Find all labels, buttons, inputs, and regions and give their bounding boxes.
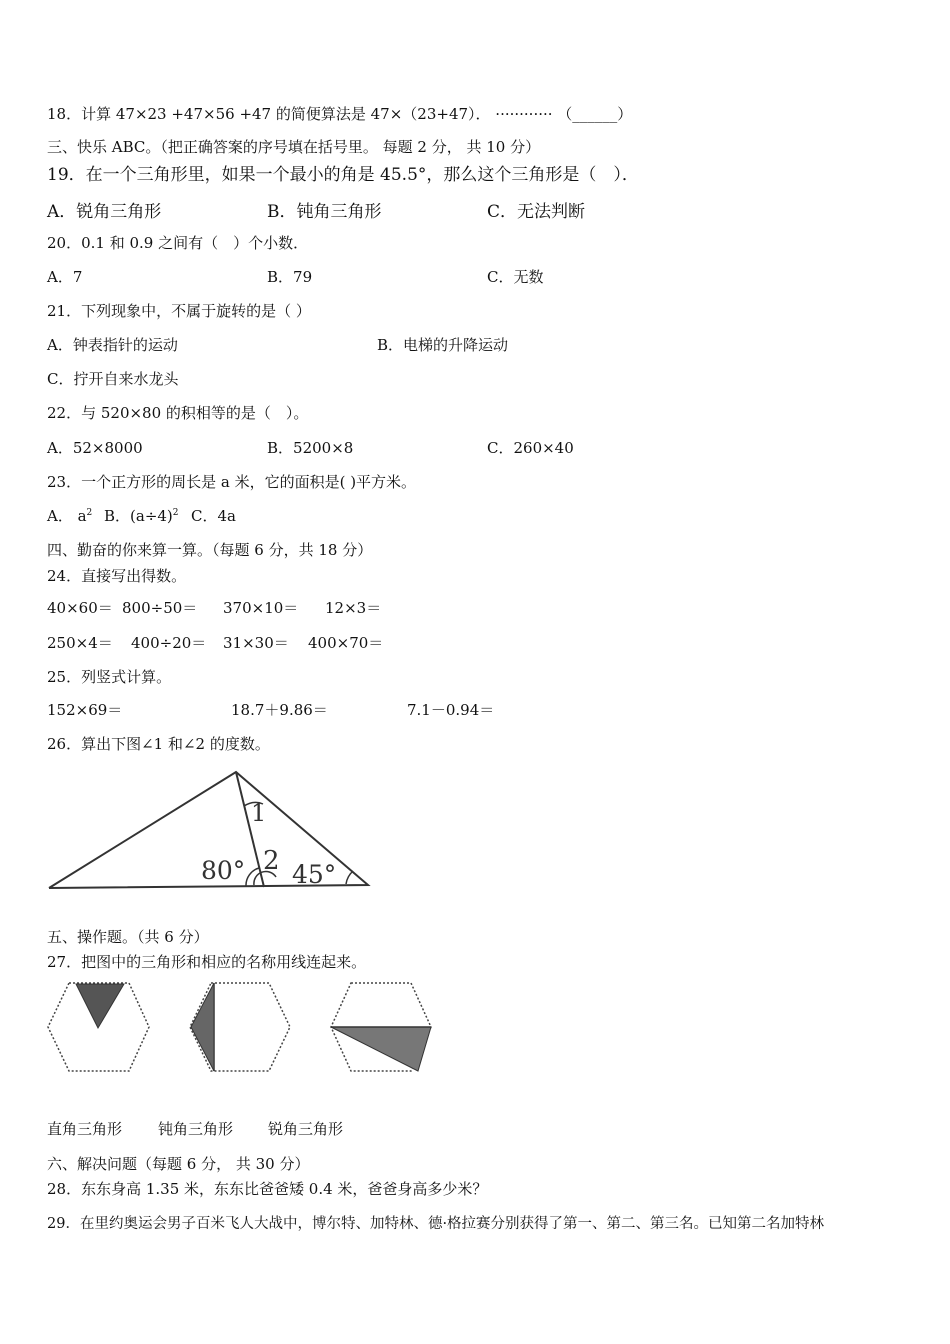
q20-option-a: A．7 [47,268,83,286]
section-6-title: 六、解决问题（每题 6 分， 共 30 分） [47,1155,310,1173]
q21-option-a: A．钟表指针的运动 [47,336,178,354]
q21-option-b: B．电梯的升降运动 [377,336,509,354]
angle-80-arc [246,868,259,886]
q24-item: 800÷50＝ [122,599,198,617]
q21-option-c: C．拧开自来水龙头 [47,370,179,388]
angle-1-label: 1 [251,799,267,827]
q23-option-a: A． $a^2$ [47,507,93,525]
angle-45-label: 45° [292,860,337,889]
q24-item: 250×4＝ [47,634,113,652]
question-20: 20．0.1 和 0.9 之间有（ ）个小数． [47,234,309,252]
angle-80-label: 80° [201,856,246,885]
name-right-triangle: 直角三角形 [47,1120,123,1138]
question-23: 23．一个正方形的周长是 a 米，它的面积是( )平方米。 [47,473,417,491]
q20-option-c: C．无数 [487,268,544,286]
q24-item: 40×60＝ [47,599,113,617]
q25-item: 7.1－0.94＝ [407,701,495,719]
section-4-title: 四、勤奋的你来算一算。（每题 6 分，共 18 分） [47,541,373,559]
section-3-title: 三、快乐 ABC。（把正确答案的序号填在括号里。 每题 2 分， 共 10 分） [47,138,541,156]
angle-45-arc [346,871,353,884]
question-21: 21．下列现象中，不属于旋转的是（ ） [47,302,311,320]
q23-option-c: C．4a [191,507,236,525]
q25-item: 18.7＋9.86＝ [231,701,328,719]
question-25: 25．列竖式计算。 [47,668,172,686]
question-29: 29．在里约奥运会男子百米飞人大战中，博尔特、加特林、德·格拉赛分别获得了第一、第二、第三名。已知第二名加特林 [47,1216,825,1232]
question-24: 24．直接写出得数。 [47,567,187,585]
angle-2-label: 2 [263,846,280,876]
section-5-title: 五、操作题。（共 6 分） [47,928,209,946]
question-19: 19．在一个三角形里，如果一个最小的角是 45.5°，那么这个三角形是（ ）． [47,165,639,185]
q19-option-a: A．锐角三角形 [47,202,162,222]
name-obtuse-triangle: 钝角三角形 [158,1120,234,1138]
name-acute-triangle: 锐角三角形 [268,1120,344,1138]
q22-option-b: B．5200×8 [267,439,354,457]
question-28: 28．东东身高 1.35 米，东东比爸爸矮 0.4 米，爸爸身高多少米？ [47,1180,488,1198]
q19-option-c: C．无法判断 [487,202,586,222]
triangle-angle-figure [40,760,380,895]
q22-option-a: A．52×8000 [47,439,143,457]
question-27: 27．把图中的三角形和相应的名称用线连起来。 [47,953,367,971]
triangle-shaded-2 [191,983,214,1071]
q25-item: 152×69＝ [47,701,123,719]
q24-item: 12×3＝ [325,599,382,617]
q19-option-b: B．钝角三角形 [267,202,382,222]
hexagon-figures [40,980,440,1075]
q20-option-b: B．79 [267,268,313,286]
q24-item: 400×70＝ [308,634,384,652]
question-26: 26．算出下图∠1 和∠2 的度数。 [47,735,270,753]
q24-item: 31×30＝ [223,634,289,652]
q24-item: 400÷20＝ [131,634,207,652]
q24-item: 370×10＝ [223,599,299,617]
question-22: 22．与 520×80 的积相等的是（ ）。 [47,404,309,422]
q23-option-b: B．$(a\div 4)^2$ [104,507,179,525]
q22-option-c: C．260×40 [487,439,574,457]
question-18: 18．计算 47×23 +47×56 +47 的简便算法是 47×（23+47）． ············ （______） [47,105,633,123]
